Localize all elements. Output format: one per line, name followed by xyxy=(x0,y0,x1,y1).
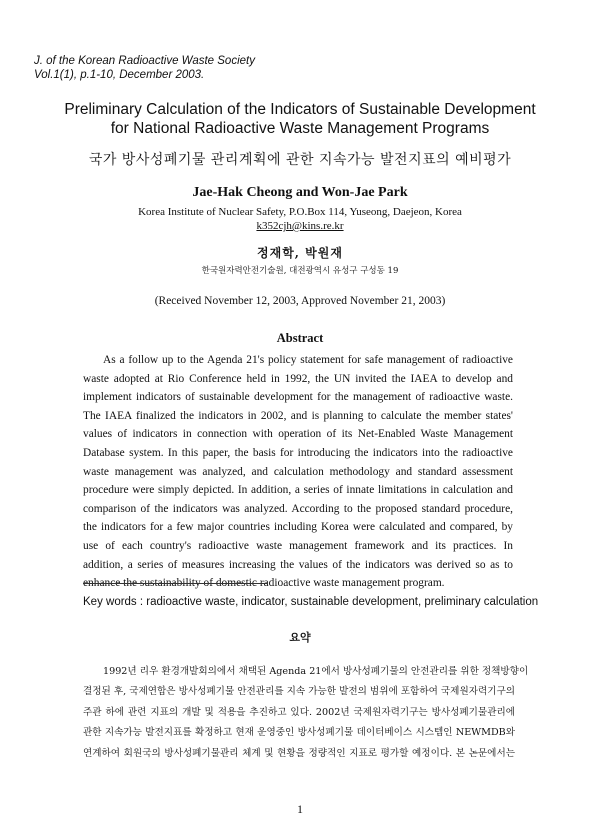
author-names: Jae-Hak Cheong and Won-Jae Park xyxy=(192,185,408,200)
author-affiliation-block xyxy=(40,205,560,233)
abstract-line: waste adopted at Rio Conference held in 1992, the UN invited the IAEA to develop and xyxy=(83,372,513,385)
author-names-korean: 정재학, 박원재 xyxy=(257,246,343,260)
abstract-line: values of indicators in connection with operation of its Net-Enabled Waste Management xyxy=(83,428,513,441)
author-affiliation: Korea Institute of Nuclear Safety, P.O.Box 114, Yuseong, Daejeon, Korea xyxy=(138,206,462,218)
author-affiliation-korean: 한국원자력안전기술원, 대전광역시 유성구 구성동 19 xyxy=(201,266,399,276)
korean-abstract-body xyxy=(83,662,529,764)
keywords-text: radioactive waste, indicator, sustainable development, preliminary calculation xyxy=(146,596,539,608)
page-number: 1 xyxy=(297,802,303,816)
keywords-line xyxy=(83,596,538,608)
abstract-line: As a follow up to the Agenda 21's policy statement for safe management of radioactive xyxy=(103,354,513,366)
author-email-link[interactable]: k352cjh@kins.re.kr xyxy=(256,220,344,232)
abstract-line: use of each country's radioactive waste management framework and its practices. In xyxy=(83,539,513,552)
korean-abstract-line: 주관 하에 관련 지표의 개발 및 적용을 추진하고 있다. 2002년 국제원자력기구는 방사성폐기물관리에 xyxy=(83,706,515,718)
keywords-separator: : xyxy=(136,596,147,608)
korean-abstract-heading: 요약 xyxy=(289,631,311,644)
abstract-line: Database system. In this paper, the basis for introducing the indicators into the radioactive xyxy=(83,446,513,459)
abstract-line: The IAEA finalized the indicators in 2002, and is planning to calculate the member states' xyxy=(83,409,513,422)
journal-volume: Vol.1(1), p.1-10, December 2003. xyxy=(34,69,205,81)
paper-title-line-2: for National Radioactive Waste Management Programs xyxy=(110,120,490,137)
section-divider xyxy=(83,583,268,584)
abstract-line: waste management was analyzed, and calculation methodology and standard assessment xyxy=(83,465,513,478)
korean-abstract-line: 결정된 후, 국제연합은 방사성폐기물 안전관리를 지속 가능한 발전의 범위에 포함하여 국제원자력기구의 xyxy=(83,686,516,698)
abstract-heading: Abstract xyxy=(276,331,324,345)
abstract-line: implement indicators of sustainable development for the management of radioactive waste. xyxy=(83,391,513,404)
korean-abstract-line: 1992년 리우 환경개발회의에서 채택된 Agenda 21에서 방사성폐기물의 안전관리를 위한 정책방향이 xyxy=(103,666,529,677)
paper-title xyxy=(40,100,560,138)
paper-title-korean: 국가 방사성폐기물 관리계획에 관한 지속가능 발전지표의 예비평가 xyxy=(88,152,512,168)
received-dates: (Received November 12, 2003, Approved November 21, 2003) xyxy=(154,295,446,307)
abstract-line: enhance the sustainability of domestic radioactive waste management program. xyxy=(83,577,445,590)
paper-title-line-1: Preliminary Calculation of the Indicators of Sustainable Development xyxy=(64,101,536,118)
abstract-line: addition, a series of measures increasing the values of the indicators was derived so as to xyxy=(83,558,513,571)
abstract-line: comparison of the indicators was analyzed. According to the proposed standard procedure, xyxy=(83,502,513,515)
abstract-line: the indicators for a few major countries including Korea were calculated and compared, by xyxy=(83,521,513,534)
abstract-body xyxy=(83,351,513,593)
journal-name: J. of the Korean Radioactive Waste Society xyxy=(34,55,255,67)
korean-abstract-line: 연계하여 회원국의 방사성폐기물관리 체계 및 현황을 정량적인 지표로 평가할 예정이다. 본 논문에서는 xyxy=(83,747,515,759)
keywords-label: Key words xyxy=(83,596,137,608)
korean-abstract-line: 관한 지속가능 발전지표를 확정하고 현재 운영중인 방사성폐기물 데이터베이스 시스템인 NEWMDB와 xyxy=(83,727,515,739)
abstract-line: procedure were simply depicted. In addition, a series of innate limitations in calculation and xyxy=(83,484,513,497)
journal-citation xyxy=(34,54,255,82)
